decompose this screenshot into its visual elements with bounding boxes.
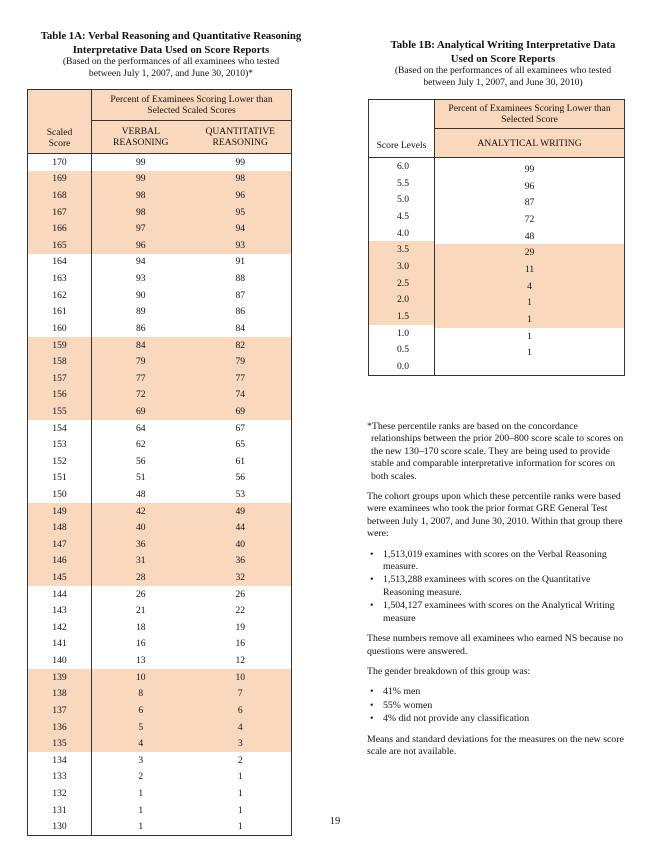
- verbal-cell: 48: [135, 488, 146, 500]
- scaled-score-cell: 162: [28, 287, 92, 304]
- table-1a: [27, 89, 292, 836]
- list-item: • 55% women: [367, 700, 629, 712]
- scaled-score-cell: 155: [28, 403, 92, 420]
- quant-cell: 98: [190, 171, 292, 188]
- table-row: [369, 325, 625, 342]
- quant-cell: 79: [190, 353, 292, 370]
- verbal-cell: 31: [92, 553, 190, 570]
- table-row: [369, 208, 625, 225]
- quant-cell: 88: [235, 273, 246, 285]
- verbal-cell: 6: [92, 702, 190, 719]
- quant-cell: 67: [235, 422, 246, 434]
- scaled-score-cell: 159: [28, 337, 92, 354]
- table-row: [28, 370, 292, 387]
- scaled-score-cell: 133: [28, 769, 92, 786]
- score-level-cell: 0.0: [369, 358, 435, 375]
- quant-cell: 65: [235, 439, 246, 451]
- verbal-cell: 1: [138, 821, 144, 833]
- scaled-score-cell: 164: [28, 254, 92, 271]
- scaled-score-cell: 148: [28, 519, 92, 536]
- quant-cell: 84: [235, 322, 246, 334]
- verbal-cell: 89: [135, 306, 146, 318]
- score-level-cell: 2.0: [369, 292, 435, 309]
- table-row: [28, 669, 292, 686]
- quant-cell: 26: [235, 588, 246, 600]
- table-row: [369, 191, 625, 208]
- col-quant-line2: REASONING: [212, 137, 268, 148]
- table-row: [28, 569, 292, 586]
- table-row: [28, 254, 292, 271]
- scaled-score-cell: 160: [28, 320, 92, 337]
- verbal-cell: 4: [92, 735, 190, 752]
- gender-intro: The gender breakdown of this group was:: [367, 665, 531, 677]
- score-level-cell: 0.5: [369, 342, 435, 359]
- quant-cell: 4: [190, 719, 292, 736]
- quant-cell: 44: [190, 519, 292, 536]
- scaled-score-cell: 145: [28, 569, 92, 586]
- verbal-cell: 5: [92, 719, 190, 736]
- verbal-cell: 8: [92, 686, 190, 703]
- quant-cell: 86: [235, 306, 246, 318]
- quant-cell: 99: [235, 156, 246, 168]
- writing-cell: 1: [435, 295, 625, 312]
- table-row: [28, 702, 292, 719]
- col-verbal-line1: VERBAL: [121, 126, 160, 137]
- quant-cell: 93: [190, 237, 292, 254]
- quant-cell: 94: [190, 220, 292, 237]
- scaled-score-cell: 131: [28, 802, 92, 819]
- notes: [367, 421, 629, 766]
- table-row: [28, 602, 292, 619]
- table-1a-subtitle: [22, 56, 320, 79]
- quant-cell: 2: [237, 754, 243, 766]
- verbal-cell: 21: [135, 605, 146, 617]
- table-row: [369, 275, 625, 292]
- score-level-cell: 4.0: [369, 225, 435, 242]
- verbal-cell: 36: [92, 536, 190, 553]
- verbal-cell: 26: [135, 588, 146, 600]
- table-row: [28, 619, 292, 636]
- verbal-cell: 96: [92, 237, 190, 254]
- page-number: 19: [329, 816, 341, 827]
- writing-cell: [435, 361, 625, 378]
- quant-cell: 7: [190, 686, 292, 703]
- scaled-score-cell: 152: [28, 453, 92, 470]
- scaled-score-cell: 142: [28, 619, 92, 636]
- gender-list: [367, 686, 629, 725]
- quant-cell: 91: [235, 256, 246, 268]
- scaled-score-cell: 161: [28, 303, 92, 320]
- quant-cell: 16: [235, 638, 246, 650]
- scaled-score-cell: 156: [28, 387, 92, 404]
- verbal-cell: 97: [92, 220, 190, 237]
- table-row: [369, 358, 625, 375]
- col-quant-header: [190, 121, 292, 154]
- scaled-score-cell: 146: [28, 553, 92, 570]
- table-row: [28, 436, 292, 453]
- scaled-score-cell: 147: [28, 536, 92, 553]
- header-group-1b: [435, 100, 625, 129]
- table-row: [28, 303, 292, 320]
- quant-cell: 6: [190, 702, 292, 719]
- table-row: [28, 752, 292, 769]
- quant-cell: 53: [235, 488, 246, 500]
- quant-cell: 1: [237, 787, 243, 799]
- scaled-score-cell: 140: [28, 652, 92, 669]
- table-1a-subtitle-line2: between July 1, 2007, and June 30, 2010)*: [88, 67, 254, 79]
- verbal-cell: 90: [135, 289, 146, 301]
- scaled-score-cell: 154: [28, 420, 92, 437]
- table-row: [28, 553, 292, 570]
- verbal-cell: 86: [135, 322, 146, 334]
- table-1b-subtitle-line2: between July 1, 2007, and June 30, 2010): [423, 76, 583, 88]
- writing-cell: 96: [524, 180, 535, 192]
- table-row: [28, 486, 292, 503]
- list-item: • 1,504,127 examinees with scores on the Analytical Writing measure: [367, 600, 629, 625]
- table-row: [28, 802, 292, 819]
- score-level-cell: 1.5: [369, 308, 435, 325]
- scaled-score-cell: 135: [28, 735, 92, 752]
- scaled-score-cell: 163: [28, 270, 92, 287]
- table-row: [28, 503, 292, 520]
- quant-cell: 95: [190, 204, 292, 221]
- scaled-score-cell: 134: [28, 752, 92, 769]
- col-score-levels-header: Score Levels: [369, 100, 435, 158]
- table-1a-title: [22, 29, 320, 57]
- scaled-score-cell: 136: [28, 719, 92, 736]
- scaled-score-cell: 165: [28, 237, 92, 254]
- means-text: Means and standard deviations for the measures on the new score scale are not available.: [367, 733, 624, 757]
- header-group-1b-line1: Percent of Examinees Scoring Lower than: [448, 103, 611, 114]
- quant-cell: 3: [190, 735, 292, 752]
- scaled-score-cell: 149: [28, 503, 92, 520]
- writing-cell: 48: [524, 230, 535, 242]
- table-row: [369, 225, 625, 242]
- quant-cell: 1: [237, 804, 243, 816]
- scaled-score-cell: 153: [28, 436, 92, 453]
- quant-cell: 96: [190, 187, 292, 204]
- verbal-cell: 16: [135, 638, 146, 650]
- verbal-cell: 40: [92, 519, 190, 536]
- verbal-cell: 62: [135, 439, 146, 451]
- table-1b: [368, 99, 625, 376]
- col-scaled-line1: Scaled: [46, 127, 73, 138]
- scaled-score-cell: 138: [28, 686, 92, 703]
- table-row: [28, 719, 292, 736]
- verbal-cell: 2: [138, 771, 144, 783]
- table-1b-title-line1: Table 1B: Analytical Writing Interpretative Data: [390, 39, 616, 51]
- verbal-cell: 3: [138, 754, 144, 766]
- score-level-cell: 1.0: [369, 325, 435, 342]
- table-row: [28, 735, 292, 752]
- scaled-score-cell: 144: [28, 586, 92, 603]
- quant-cell: 12: [235, 655, 246, 667]
- verbal-cell: 98: [92, 204, 190, 221]
- verbal-cell: 51: [135, 472, 146, 484]
- quant-cell: 56: [235, 472, 246, 484]
- verbal-cell: 1: [138, 804, 144, 816]
- scaled-score-cell: 157: [28, 370, 92, 387]
- scaled-score-cell: 137: [28, 702, 92, 719]
- verbal-cell: 93: [135, 273, 146, 285]
- table-row: [28, 420, 292, 437]
- writing-cell: 87: [524, 197, 535, 209]
- table-row: [369, 258, 625, 275]
- table-row: [369, 175, 625, 192]
- scaled-score-cell: 166: [28, 220, 92, 237]
- col-scaled-score-header: [28, 90, 92, 154]
- score-level-cell: 6.0: [369, 158, 435, 175]
- writing-cell: 1: [435, 311, 625, 328]
- table-row: [28, 769, 292, 786]
- verbal-cell: 84: [92, 337, 190, 354]
- table-row: [28, 337, 292, 354]
- verbal-cell: 56: [135, 455, 146, 467]
- table-row: [28, 187, 292, 204]
- scaled-score-cell: 132: [28, 785, 92, 802]
- table-1b-title-line2: Used on Score Reports: [450, 52, 556, 65]
- quant-cell: 87: [235, 289, 246, 301]
- table-row: [369, 158, 625, 175]
- table-row: [28, 320, 292, 337]
- verbal-cell: 72: [92, 387, 190, 404]
- verbal-cell: 77: [92, 370, 190, 387]
- table-1a-subtitle-line1: (Based on the performances of all examinees who tested: [62, 56, 280, 67]
- verbal-cell: 18: [135, 621, 146, 633]
- table-row: [369, 241, 625, 258]
- list-item: • 41% men: [367, 686, 629, 698]
- table-row: [28, 387, 292, 404]
- score-level-cell: 3.5: [369, 241, 435, 258]
- table-row: [28, 586, 292, 603]
- scaled-score-cell: 150: [28, 486, 92, 503]
- writing-cell: 1: [527, 330, 532, 342]
- verbal-cell: 69: [92, 403, 190, 420]
- cohort-text: The cohort groups upon which these percentile ranks were based were examinees who took the prior format GRE General Test between July 1, 2007, and June 30, 2010. Within that group there were:: [367, 491, 623, 540]
- verbal-cell: 42: [92, 503, 190, 520]
- table-1b-subtitle: [364, 65, 642, 88]
- writing-cell: 4: [435, 278, 625, 295]
- quant-cell: 74: [190, 387, 292, 404]
- verbal-cell: 79: [92, 353, 190, 370]
- table-row: [28, 686, 292, 703]
- verbal-cell: 13: [135, 655, 146, 667]
- header-group-1a-line2: Selected Scaled Scores: [147, 105, 236, 116]
- table-row: [28, 220, 292, 237]
- verbal-cell: 28: [92, 569, 190, 586]
- quant-cell: 49: [190, 503, 292, 520]
- table-1a-title-line2: Interpretative Data Used on Score Reports: [72, 44, 270, 56]
- col-scaled-line2: Score: [48, 138, 71, 149]
- quant-cell: 10: [190, 669, 292, 686]
- table-row: [28, 270, 292, 287]
- writing-cell: 11: [435, 261, 625, 278]
- quant-cell: 69: [190, 403, 292, 420]
- quant-cell: 32: [190, 569, 292, 586]
- table-row: [369, 342, 625, 359]
- table-row: [28, 519, 292, 536]
- quant-cell: 77: [190, 370, 292, 387]
- table-1b-subtitle-line1: (Based on the performances of all examinees who tested: [394, 65, 612, 76]
- header-group-1b-line2: Selected Score: [501, 114, 558, 125]
- table-row: [28, 636, 292, 653]
- scaled-score-cell: 151: [28, 470, 92, 487]
- table-row: [28, 237, 292, 254]
- quant-cell: 1: [237, 821, 243, 833]
- scaled-score-cell: 158: [28, 353, 92, 370]
- table-row: [28, 536, 292, 553]
- quant-cell: 61: [235, 455, 246, 467]
- table-row: [28, 453, 292, 470]
- quant-cell: 82: [190, 337, 292, 354]
- scaled-score-cell: 170: [28, 154, 92, 171]
- table-row: [28, 403, 292, 420]
- footnote: *These percentile ranks are based on the concordance relationships between the prior 200–800 score scale to scores on the new 130–170 score scale. They are being used to provide stable and comparable interpretative information for scores on both scales.: [367, 421, 624, 482]
- table-1a-title-line1: Table 1A: Verbal Reasoning and Quantitative Reasoning: [40, 30, 302, 42]
- score-level-cell: 3.0: [369, 258, 435, 275]
- header-group-1a-line1: Percent of Examinees Scoring Lower than: [110, 94, 273, 105]
- quant-cell: 19: [235, 621, 246, 633]
- score-level-cell: 5.5: [369, 175, 435, 192]
- table-row: [28, 204, 292, 221]
- table-row: [28, 470, 292, 487]
- scaled-score-cell: 141: [28, 636, 92, 653]
- table-row: [28, 652, 292, 669]
- col-verbal-header: [92, 121, 190, 154]
- score-level-cell: 4.5: [369, 208, 435, 225]
- list-item: • 1,513,019 examines with scores on the Verbal Reasoning measure.: [367, 549, 629, 574]
- writing-cell: 1: [527, 347, 532, 359]
- list-item: • 1,513,288 examinees with scores on the Quantitative Reasoning measure.: [367, 574, 629, 599]
- col-verbal-line2: REASONING: [113, 137, 169, 148]
- quant-cell: 40: [190, 536, 292, 553]
- table-row: [28, 785, 292, 802]
- score-level-cell: 2.5: [369, 275, 435, 292]
- table-row: [28, 171, 292, 188]
- verbal-cell: 64: [135, 422, 146, 434]
- verbal-cell: 94: [135, 256, 146, 268]
- scaled-score-cell: 167: [28, 204, 92, 221]
- quant-cell: 36: [190, 553, 292, 570]
- table-row: [28, 287, 292, 304]
- list-item: • 4% did not provide any classification: [367, 713, 629, 725]
- writing-cell: 99: [524, 163, 535, 175]
- header-group-1a: [92, 90, 292, 121]
- scaled-score-cell: 143: [28, 602, 92, 619]
- table-row: [369, 292, 625, 309]
- verbal-cell: 1: [138, 787, 144, 799]
- verbal-cell: 10: [92, 669, 190, 686]
- table-row: [369, 308, 625, 325]
- table-row: [28, 353, 292, 370]
- writing-cell: 29: [435, 244, 625, 261]
- verbal-cell: 99: [135, 156, 146, 168]
- cohort-list: [367, 549, 629, 625]
- col-analytical-writing-header: ANALYTICAL WRITING: [435, 129, 625, 158]
- verbal-cell: 99: [92, 171, 190, 188]
- verbal-cell: 98: [92, 187, 190, 204]
- quant-cell: 1: [237, 771, 243, 783]
- quant-cell: 22: [235, 605, 246, 617]
- score-level-cell: 5.0: [369, 191, 435, 208]
- ns-text: These numbers remove all examinees who earned NS because no questions were answered.: [367, 633, 623, 657]
- scaled-score-cell: 169: [28, 171, 92, 188]
- col-quant-line1: QUANTITATIVE: [205, 126, 276, 137]
- scaled-score-cell: 168: [28, 187, 92, 204]
- table-1b-title: [364, 39, 642, 66]
- table-row: [28, 818, 292, 835]
- writing-cell: 72: [524, 213, 535, 225]
- scaled-score-cell: 130: [28, 818, 92, 835]
- scaled-score-cell: 139: [28, 669, 92, 686]
- table-row: [28, 154, 292, 171]
